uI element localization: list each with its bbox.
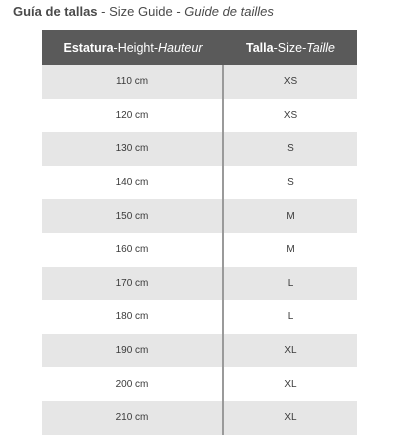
title-spanish: Guía de tallas (13, 4, 98, 19)
table-row (42, 267, 357, 301)
height-cell: 130 cm (42, 132, 224, 166)
size-cell: XL (284, 345, 297, 357)
size-cell: S (287, 177, 294, 189)
size-cell: M (286, 244, 295, 256)
size-guide-table (42, 30, 357, 435)
header-height (42, 30, 224, 65)
size-cell: M (286, 210, 295, 222)
height-cell: 140 cm (42, 166, 224, 200)
header-size (224, 30, 357, 65)
header-size-spanish: Talla (246, 40, 274, 55)
height-cell: 210 cm (42, 401, 224, 435)
table-row (42, 334, 357, 368)
header-height-french: Hauteur (158, 40, 203, 55)
header-separator: - (113, 40, 118, 55)
size-cell: XS (283, 76, 298, 88)
size-cell: L (287, 277, 294, 289)
header-size-english: Size (277, 40, 303, 55)
title-english: Size Guide (109, 4, 173, 19)
page-title (13, 2, 393, 22)
title-french: Guide de tailles (184, 4, 274, 19)
table-row (42, 300, 357, 334)
height-cell: 110 cm (42, 65, 224, 99)
header-separator: - (302, 40, 307, 55)
size-cell: XL (284, 412, 297, 424)
header-separator: - (273, 40, 278, 55)
table-row (42, 367, 357, 401)
height-cell: 160 cm (42, 233, 224, 267)
table-row (42, 65, 357, 99)
title-separator: - (97, 4, 110, 19)
title-separator: - (172, 4, 185, 19)
table-row (42, 401, 357, 435)
header-size-french: Taille (306, 40, 335, 55)
header-separator: - (153, 40, 159, 55)
table-row (42, 99, 357, 133)
table-row (42, 166, 357, 200)
height-cell: 150 cm (42, 199, 224, 233)
header-height-english: Height (117, 40, 154, 55)
height-cell: 180 cm (42, 300, 224, 334)
height-cell: 190 cm (42, 334, 224, 368)
height-cell: 120 cm (42, 99, 224, 133)
height-cell: 200 cm (42, 367, 224, 401)
size-cell: XL (284, 378, 297, 390)
table-body (42, 65, 357, 435)
size-cell: S (287, 143, 294, 155)
table-row (42, 233, 357, 267)
size-cell: L (287, 311, 294, 323)
table-row (42, 199, 357, 233)
header-height-spanish: Estatura (63, 40, 114, 55)
table-row (42, 132, 357, 166)
size-cell: XS (283, 109, 298, 121)
table-header (42, 30, 357, 65)
height-cell: 170 cm (42, 267, 224, 301)
